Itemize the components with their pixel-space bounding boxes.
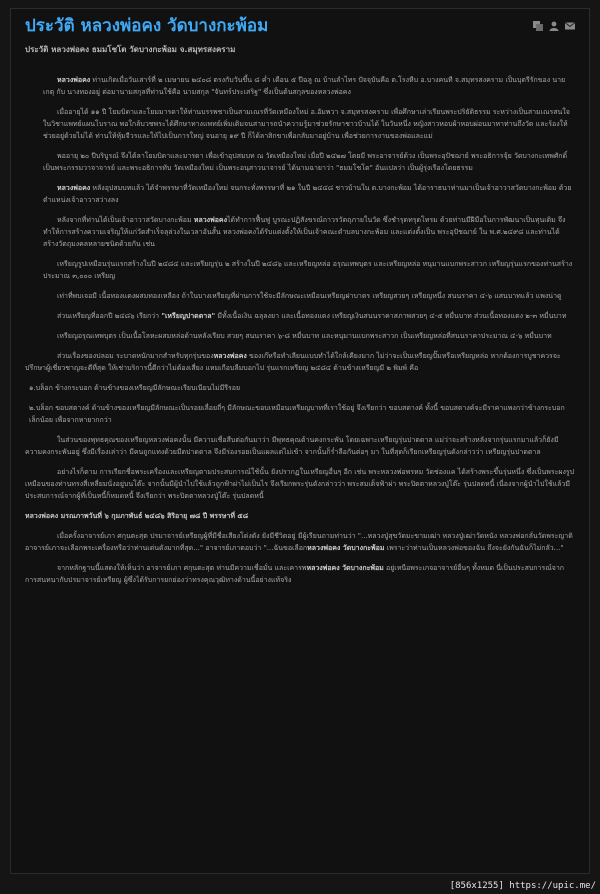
- paragraph-14: จากหลักฐานนี้แสดงให้เห็นว่า อาจารย์เภา ศกุนตะสุต ท่านมีความเชื่อมั่น และเคารพหลวงพ่อคง วัดบางกะพ้อม อยู่เหนือพระเกจอาจารย์อื่นๆ ทั้งหมด นี่เป็นประสบการณ์จากการสนทนากับปรมาจารย์เหรียญ ผู้ซึ่งได้รับการยกย่องว่าทรงคุณวุฒิทางด้านนี้อย่างแท้จริง: [25, 564, 564, 584]
- paragraph-10: ส่วนเรื่องของปลอม ระบาดหนักมากสำหรับทุกรุ่นของหลวงพ่อคง ของเก๊หรือทำเลียนแบบทำได้ใกล้เคียงมาก ไม่ว่าจะเป็นเหรียญปั๊มหรือเหรียญหล่อ หากต้องการบูชาควรจะปรึกษาผู้เชี่ยวชาญจะดีที่สุด ให้เช่าบริการนี้ดีกว่าไม่ต้องเสี่ยง แหมเกือบลืมบอกไป รุ่นแรกเหรียญ ๒๔๘๔ ด้านข้างเหรียญมี ๒ พิมพ์ คือ: [25, 352, 561, 372]
- article-subtitle: ประวัติ หลวงพ่อคง ธมมโชโต วัดบางกะพ้อม จ.สมุทรสงคราม: [25, 45, 236, 54]
- highlight-name: หลวงพ่อคง: [193, 216, 228, 224]
- highlight-name: หลวงพ่อคง: [213, 352, 247, 360]
- paragraph-2: เมื่ออายุได้ ๑๑ ปี โยมบิดาและโยมมารดาให้ท่านบรรพชาเป็นสามเณรที่วัดเหมืองใหม่ อ.อัมพวา จ.สมุทรสงคราม เพื่อศึกษาเล่าเรียนพระปริยัติธรรม ระหว่างเป็นสามเณรสนใจในวิชาแพทย์แผนโบราณ พอใกล้บวชพระได้ศึกษาทางแพทย์เพิ่มเติมจนสามารถนำความรู้มาช่วยรักษาชาวบ้านได้ ในวันหนึ่ง หญิงสาวหอบผ้าหอบผ่อนมาหาท่านถึงวัด และร้องให้ช่วยอยู่ด้วยไม่ได้ ท่านให้หุ้มจีวรและให้ไปเป็นการใหญ่ จนอายุ ๑๙ ปี ก็ได้ลาสิกขาเพื่อกลับมาอยู่บ้าน เพื่อช่วยการงานของพ่อและแม่: [43, 108, 570, 140]
- paragraph-6: เหรียญรูปเหมือนรุ่นแรกสร้างในปี ๒๔๘๔ และเหรียญรุ่น ๒ สร้างในปี ๒๔๘๖ และเหรียญหล่อ อรุณเทพบุตร และเหรียญหล่อ หนุมานแบกพระสาวก เหรียญรุ่นแรกของท่านสร้างประมาณ ๓,๐๐๐ เหรียญ: [43, 260, 573, 280]
- paragraph-13: เมื่อครั้งอาจารย์เภา ศกุนตะสุต ปรมาจารย์เหรียญผู้ที่มีชื่อเสียงโด่งดัง ยังมีชีวิตอยู่ มีผู้เรียนถามท่านว่า "...หลวงปู่สุขวัดมะขามเฒ่า หลวงปู่เฒ่าวัดหนัง หลวงพ่อกลั่นวัดพระญาติ อาจารย์เภาจะเลือกพระเครื่องหรือว่าท่านเด่นดังมากที่สุด..." อาจารย์เภาตอบว่า "...ฉันขอเลือกหลวงพ่อคง วัดบางกะพ้อม เพราะว่าท่านเป็นหลวงพ่อของฉัน ถึงจะยังกันฉันก็ไม่กลัว...": [25, 532, 573, 552]
- paragraph-4: หลวงพ่อคง หลังอุปสมบทแล้ว ได้จำพรรษาที่วัดเหมืองใหม่ จนกระทั่งพรรษาที่ ๒๑ ในปี ๒๔๔๘ ชาวบ้านใน ต.บางกะพ้อม ได้อาราธนาท่านมาเป็นเจ้าอาวาสวัดบางกะพ้อม ด้วยตำแหน่งเจ้าอาวาสว่างลง: [43, 184, 572, 204]
- paragraph-9: เหรียญอรุณเทพบุตร เป็นเนื้อโลหะผสมหล่อด้านหลังเรียบ สวยๆ สนนราคา ๖-๘ หมื่นบาท และหนุมานแบกพระสาวก เป็นเหรียญหล่อที่สนนราคาประมาณ ๔-๖ หมื่นบาท: [57, 332, 552, 340]
- highlight-name: หลวงพ่อคง วัดบางกะพ้อม: [307, 544, 385, 552]
- paragraph-11: ในส่วนของพุทธคุณของเหรียญหลวงพ่อคงนั้น มีความเชื่อสืบต่อกันมาว่า มีพุทธคุณด้านคงกระพัน โดยเฉพาะเหรียญรุ่นปาดตาล แม่ว่าจะสร้างหลังจากรุ่นแรกมาแล้วก็ยังมีความคงกระพันอยู่ ซึ่งมีเรื่องเล่าว่า มีคนถูกแทงด้วยมีดปาดตาล จึงมีร่องรอยเป็นแผลแต่ไม่เข้า จากนั้นก็ร่ำลือกันต่อๆ มา ในที่สุดก็เรียกเหรียญรุ่นดังกล่าวว่า เหรียญรุ่นปาดตาล: [25, 436, 559, 456]
- paragraph-8: ส่วนเหรียญที่ออกปี ๒๔๘๖ เรียกว่า "เหรียญปาดตาล" มีทั้งเนื้อเงิน ฉลุลงยา และเนื้อทองแดง เหรียญเงินสนนราคาสภาพสวยๆ ๔-๕ หมื่นบาท ส่วนเนื้อทองแดง ๒-๓ หมื่นบาท: [57, 312, 567, 320]
- highlight-name: หลวงพ่อคง วัดบางกะพ้อม: [306, 564, 384, 572]
- list-item-2: ๒.บล็อก ขอบสตางค์ ด้านข้างของเหรียญมีลักษณะเป็นรอยเลื่อยถี่ๆ มีลักษณะขอบเหมือนเหรียญบาทที่เราใช้อยู่ จึงเรียกว่า ขอบสตางค์ ทั้งนี้ ขอบสตางค์จะมีราคาแพงกว่าข้างกระบอกเล็กน้อย เพื่อจากหายากกว่า: [29, 404, 565, 424]
- footer-bar: [0, 874, 600, 894]
- highlight-name: หลวงพ่อคง: [57, 184, 91, 192]
- email-icon[interactable]: [565, 21, 575, 31]
- print-icon[interactable]: [533, 21, 543, 31]
- title-row: [25, 15, 575, 37]
- paragraph-7: เท่าที่พบเจอมี เนื้อทองแดงผสมทองเหลือง ถ้าในบางเหรียญที่ผ่านการใช้จะมีลักษณะเหมือนเหรียญฝาบาตร เหรียญสวยๆ เหรียญหนึ่ง สนนราคา ๔-๖ แสนบาทแล้ว แพงน่าดู: [57, 292, 562, 300]
- paragraph-1: หลวงพ่อคง ท่านเกิดเมื่อวันเสาร์ที่ ๒ เมษายน ๒๔๐๘ ตรงกับวันขึ้น ๘ ค่ำ เดือน ๕ ปีฉลู ณ บ้านลำไทร ปัจจุบันคือ ต.โรงหีบ อ.บางคนที จ.สมุทรสงคราม เป็นบุตรีรักของ นายเกตุ กับ นางทองอยู่ ต่อมานามสกุลที่ท่านใช้คือ นามสกุล "จันทร์ประเสริฐ" ซึ่งเป็นต้นสกุลของหลวงพ่อคง: [43, 76, 566, 96]
- section-heading: หลวงพ่อคง มรณภาพวันที่ ๖ กุมภาพันธ์ ๒๔๘๖ สิริอายุ ๗๘ ปี พรรษาที่ ๕๘: [25, 512, 249, 520]
- highlight-name: "เหรียญปาดตาล": [161, 312, 216, 320]
- article-page: [10, 8, 590, 874]
- paragraph-3: พออายุ ๒๐ ปีบริบูรณ์ จึงได้ลาโยมบิดาและมารดา เพื่อเข้าอุปสมบท ณ วัดเหมืองใหม่ เมื่อปี ๒๔๒๗ โดยมี พระอาจารย์ด้วง เป็นพระอุปัชฌาย์ พระอธิการจุ้ย วัดบางกะเทพศักดิ์ เป็นพระกรรมวาจาจารย์ และพระอธิการทับ วัดเหมืองใหม่ เป็นพระอนุสาวนาจารย์ ได้นามฉายาว่า "ธมมโชโต" อันแปลว่า เป็นผู้รุ่งเรืองโดยธรรม: [43, 152, 568, 172]
- paragraph-5: หลังจากที่ท่านได้เป็นเจ้าอาวาสวัดบางกะพ้อม หลวงพ่อคงได้ทำการฟื้นฟู บูรณะปฏิสังขรณ์ถาวรวัตถุภายในวัด ซึ่งชำรุดทรุดโทรม ด้วยท่านมีฝีมือในการพัฒนาเป็นทุนเดิม จึงทำให้การสร้างความเจริญให้แก่วัดสำเร็จลุล่วงในเวลาอันสั้น หลวงพ่อคงได้รับแต่งตั้งให้เป็นเจ้าคณะตำบลบางกะพ้อม และแต่งตั้งเป็น พระอุปัชฌาย์ ใน พ.ศ.๒๔๙๘ และท่านได้สร้างวัตถุมงคลหลายชนิดด้วยกัน เช่น: [43, 216, 566, 248]
- article-body: [25, 74, 575, 586]
- image-host-watermark: [856x1255] https://upic.me/: [449, 881, 596, 891]
- paragraph-12: อย่างไรก็ตาม การเรียกชื่อพระเครื่องและเหรียญตามประสบการณ์ใช้นั้น ยังปรากฏในเหรียญอื่นๆ อีก เช่น พระหลวงพ่อพรหม วัดช่องแค ได้สร้างพระขึ้นรุ่นหนึ่ง ซึ่งเป็นพระผงรูปเหมือนของท่านทรงสี่เหลี่ยมนั่งอยู่บนโต๊ะ จากนั้นมีผู้นำไปใช้แล้วถูกฟ้าผ่าไม่เป็นไร จึงเรียกพระรุ่นดังกล่าวว่า พระสมเด็จฟ้าผ่า พระปิดตาหลวงปู่โต๊ะ รุ่นปลดหนี้ เนื่องจากผู้นำไปใช้แล้วมีประสบการณ์จากผู้ที่เป็นหนี้ก็หมดหนี้ จึงเรียกว่า พระปิดตาหลวงปู่โต๊ะ รุ่นปลดหนี้: [25, 468, 575, 500]
- list-item-1: ๑.บล็อก ข้างกระบอก ด้านข้างของเหรียญมีลักษณะเรียบเนียนไม่มีรีรอย: [29, 384, 241, 392]
- page-title: ประวัติ หลวงพ่อคง วัดบางกะพ้อม: [25, 16, 269, 36]
- user-icon[interactable]: [549, 21, 559, 31]
- article-actions: [533, 15, 575, 31]
- highlight-name: หลวงพ่อคง: [57, 76, 91, 84]
